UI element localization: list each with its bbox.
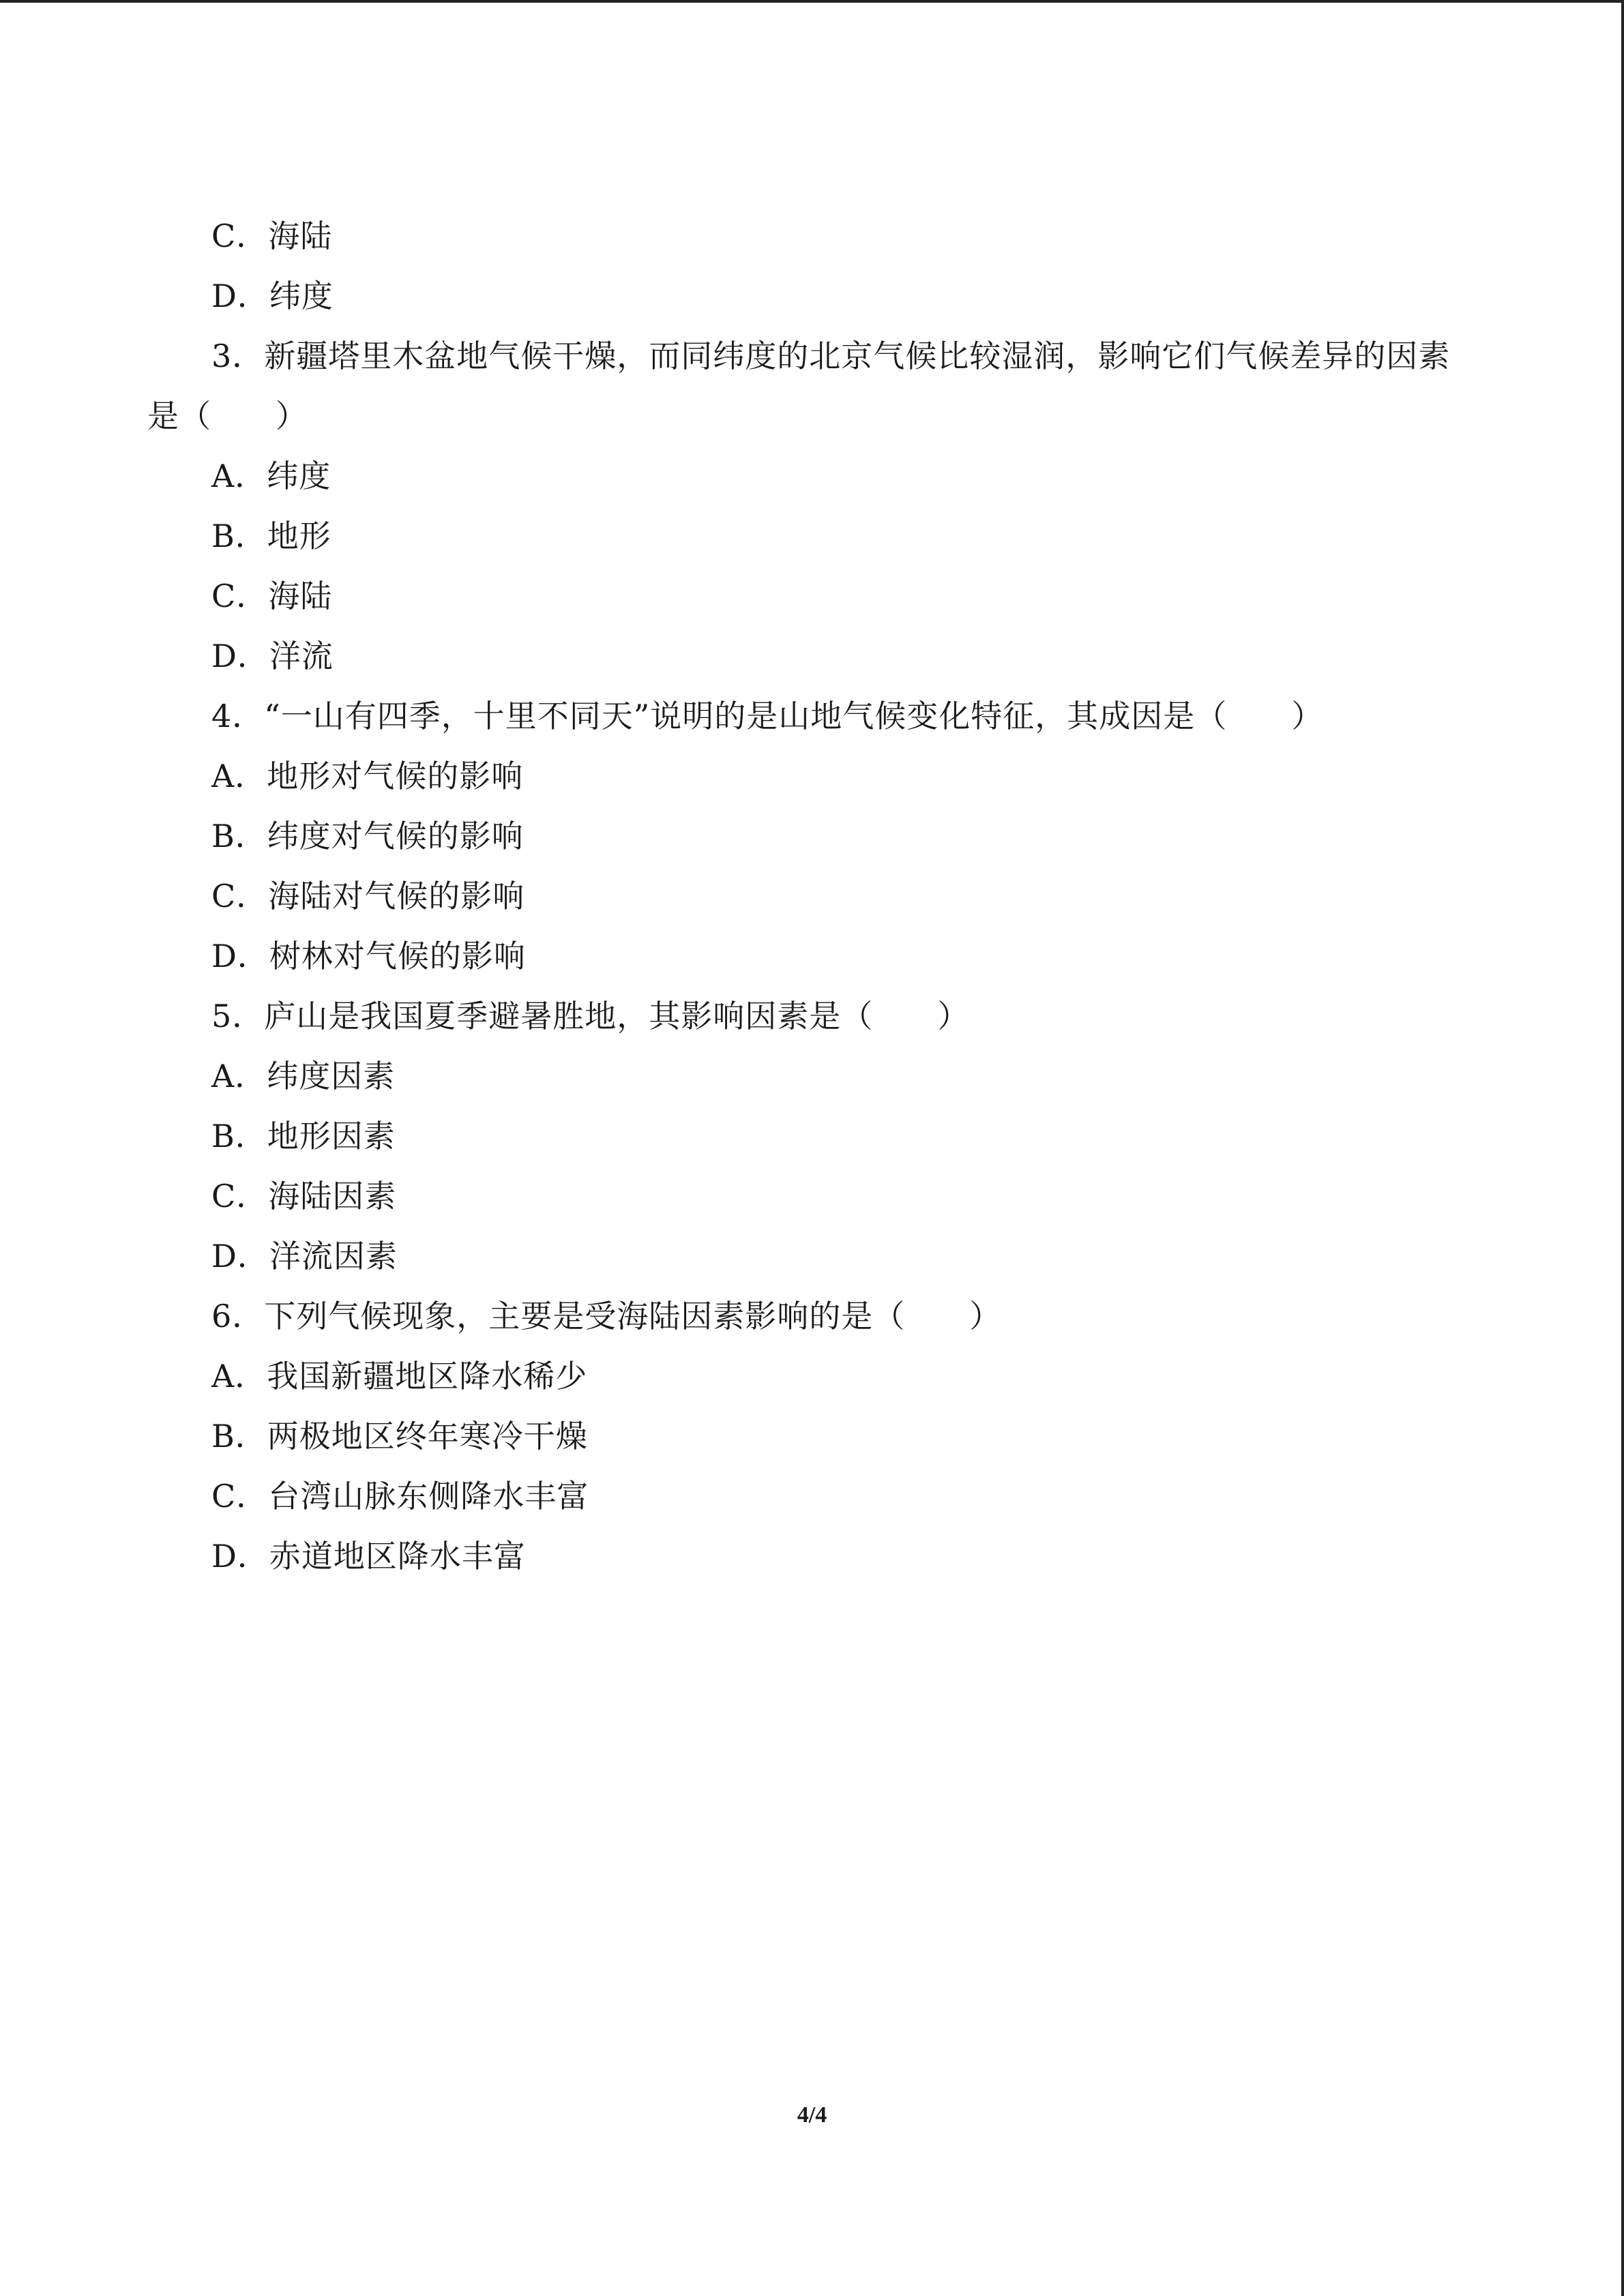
option-b-q3: B．地形 [211, 518, 331, 554]
option-a-q6: A．我国新疆地区降水稀少 [211, 1358, 588, 1395]
page-number: 4/4 [797, 2102, 827, 2128]
option-d-q3: D．洋流 [211, 638, 334, 674]
option-d-q2: D．纬度 [211, 278, 334, 314]
option-b-q6: B．两极地区终年寒冷干燥 [211, 1418, 588, 1455]
question-5-text: 5．庐山是我国夏季避暑胜地，其影响因素是（ ） [211, 998, 970, 1034]
option-d-q5: D．洋流因素 [211, 1238, 398, 1274]
option-c-q2: C．海陆 [211, 218, 333, 254]
option-b-q5: B．地形因素 [211, 1118, 396, 1154]
right-border [1621, 0, 1624, 2296]
option-d-q4: D．树林对气候的影响 [211, 938, 526, 974]
question-3-text-continued: 是（ ） [147, 398, 308, 434]
option-a-q3: A．纬度 [211, 458, 331, 494]
option-b-q4: B．纬度对气候的影响 [211, 818, 524, 854]
question-6-text: 6．下列气候现象，主要是受海陆因素影响的是（ ） [211, 1298, 1002, 1335]
top-border [0, 0, 1624, 3]
question-3-text: 3．新疆塔里木盆地气候干燥，而同纬度的北京气候比较湿润，影响它们气候差异的因素 [211, 338, 1451, 374]
option-a-q4: A．地形对气候的影响 [211, 758, 524, 794]
option-a-q5: A．纬度因素 [211, 1058, 396, 1094]
option-c-q4: C．海陆对气候的影响 [211, 878, 525, 914]
option-c-q6: C．台湾山脉东侧降水丰富 [211, 1478, 589, 1515]
option-d-q6: D．赤道地区降水丰富 [211, 1538, 526, 1575]
option-c-q3: C．海陆 [211, 578, 333, 614]
question-4-text: 4．“一山有四季，十里不同天”说明的是山地气候变化特征，其成因是（ ） [211, 698, 1324, 734]
option-c-q5: C．海陆因素 [211, 1178, 397, 1214]
